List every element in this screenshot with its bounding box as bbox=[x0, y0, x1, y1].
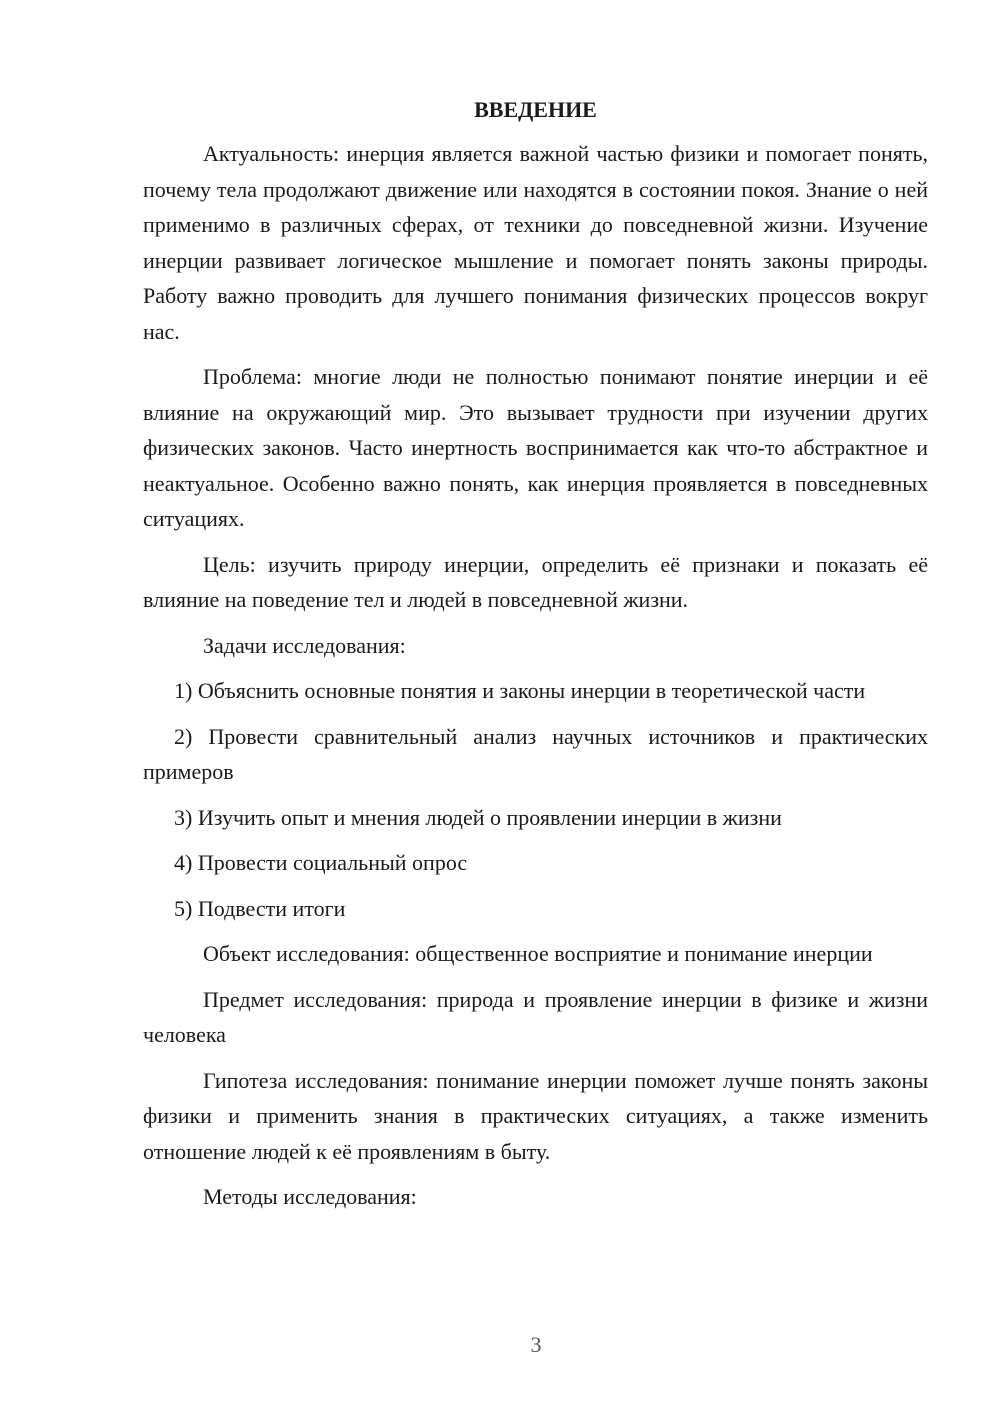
paragraph-relevance: Актуальность: инерция является важной частью физики и помогает понять, почему тела продолжают движение или находятся в состоянии покоя. Знание о ней применимо в различных сферах, от техники до повседневной жизни. Изучение инерции развивает логическое мышление и помогает понять законы природы. Работу важно проводить для лучшего понимания физических процессов вокруг нас. bbox=[143, 141, 928, 344]
page-number: 3 bbox=[530, 1332, 542, 1357]
task-item-4: 4) Провести социальный опрос bbox=[174, 850, 468, 875]
task-item-5: 5) Подвести итоги bbox=[174, 895, 346, 921]
paragraph-subject: Предмет исследования: природа и проявление инерции в физике и жизни человека bbox=[143, 986, 928, 1047]
paragraph-methods: Методы исследования: bbox=[203, 1184, 417, 1209]
task-item-3: 3) Изучить опыт и мнения людей о проявлении инерции в жизни bbox=[174, 804, 782, 830]
task-item-2: 2) Провести сравнительный анализ научных источников и практических примеров bbox=[143, 723, 928, 784]
page-title: ВВЕДЕНИЕ bbox=[474, 97, 597, 122]
paragraph-object: Объект исследования: общественное восприятие и понимание инерции bbox=[203, 941, 873, 966]
task-item-1: 1) Объяснить основные понятия и законы инерции в теоретической части bbox=[174, 678, 866, 703]
tasks-heading: Задачи исследования: bbox=[203, 632, 406, 658]
paragraph-hypothesis: Гипотеза исследования: понимание инерции поможет лучше понять законы физики и применить знания в практических ситуациях, а также изменить отношение людей к её проявлениям в быту. bbox=[143, 1067, 928, 1164]
paragraph-problem: Проблема: многие люди не полностью понимают понятие инерции и её влияние на окружающий мир. Это вызывает трудности при изучении других физических законов. Часто инертность воспринимается как что-то абстрактное и неактуальное. Особенно важно понять, как инерция проявляется в повседневных ситуациях. bbox=[143, 364, 928, 531]
document-page bbox=[143, 92, 928, 1225]
paragraph-goal: Цель: изучить природу инерции, определить её признаки и показать её влияние на поведение тел и людей в повседневной жизни. bbox=[143, 551, 928, 612]
